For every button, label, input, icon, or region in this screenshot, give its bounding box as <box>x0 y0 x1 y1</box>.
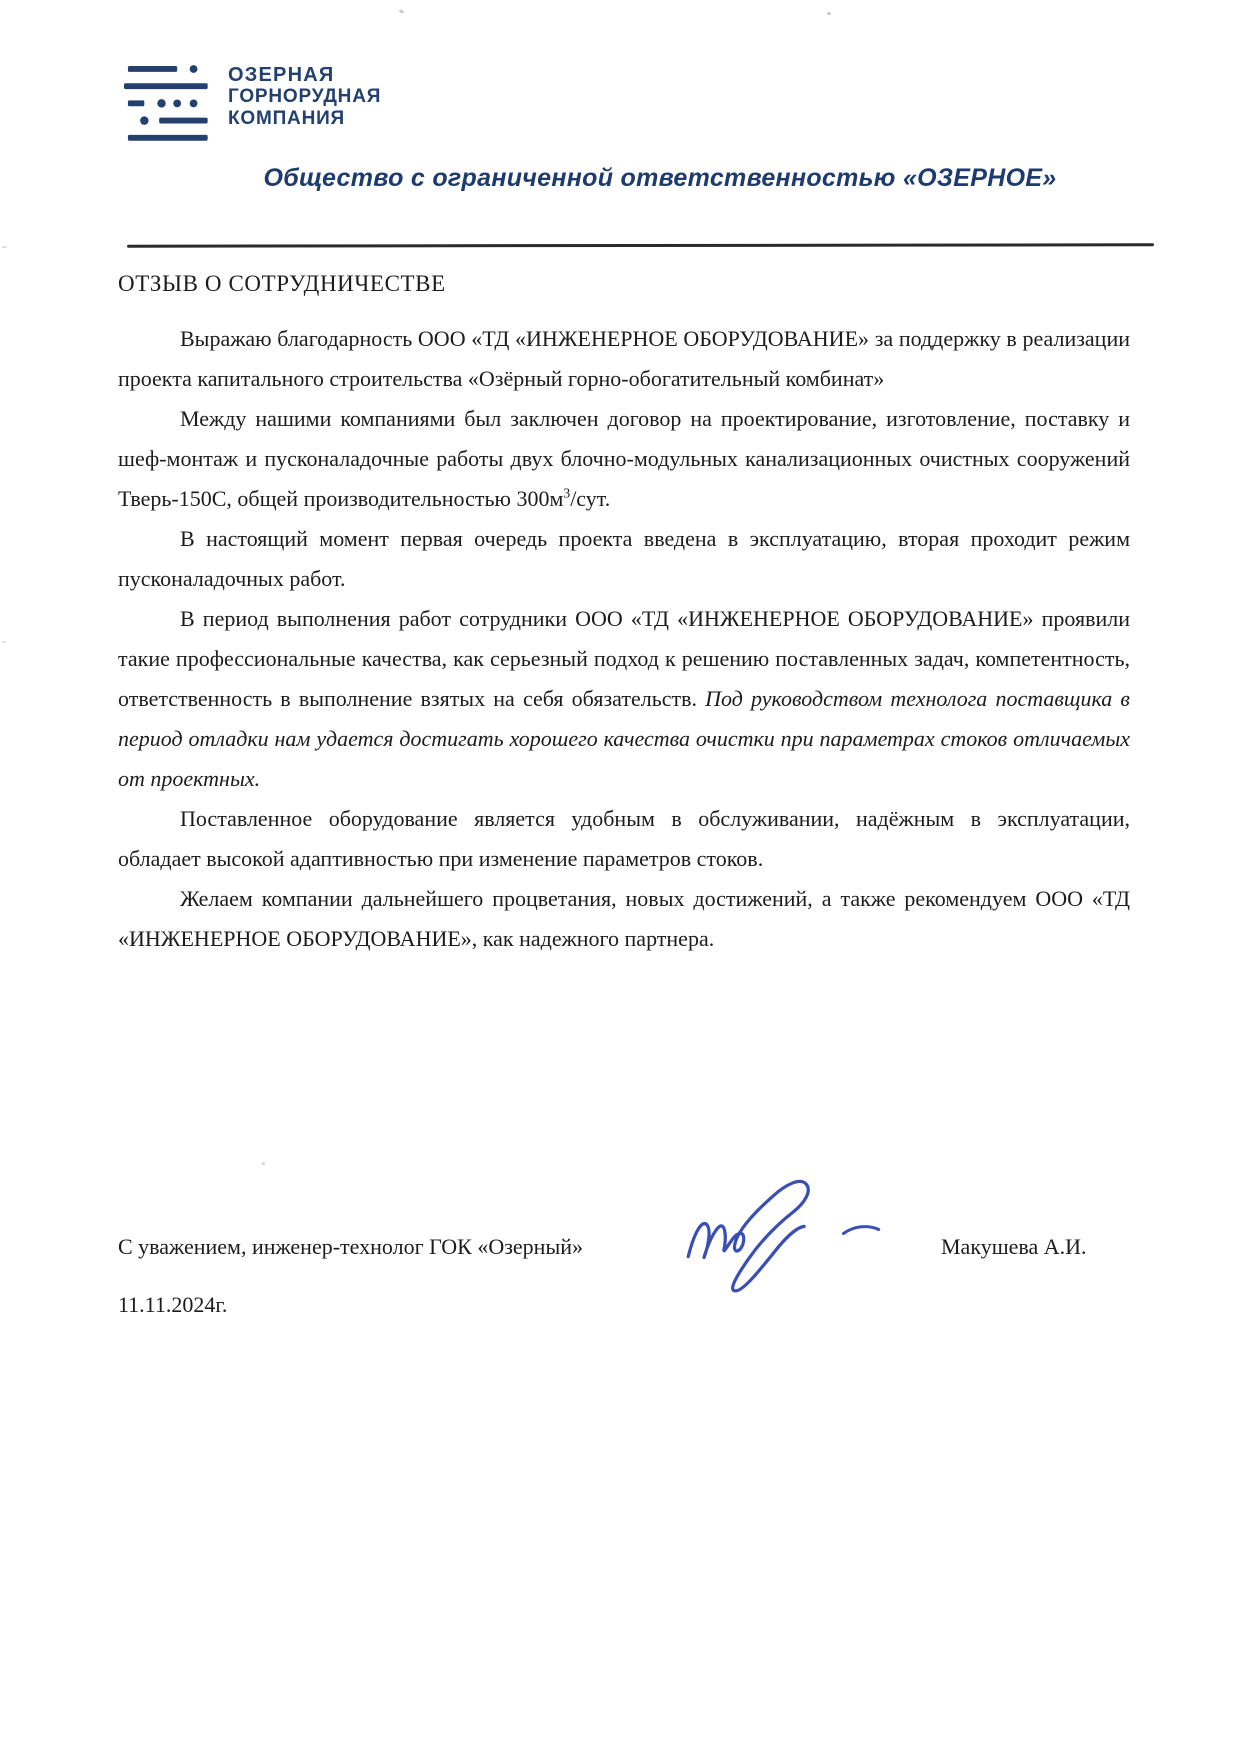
closing-line: С уважением, инженер-технолог ГОК «Озерный» <box>118 1234 584 1259</box>
document-title: ОТЗЫВ О СОТРУДНИЧЕСТВЕ <box>118 271 446 296</box>
paragraph-3-text: В настоящий момент первая очередь проекта введена в эксплуатацию, вторая проходит режим пусконаладочных работ. <box>118 526 1130 591</box>
paragraph-4-text: В период выполнения работ сотрудники ООО «ТД «ИНЖЕНЕРНОЕ ОБОРУДОВАНИЕ» проявили такие профессиональные качества, как серьезный подход к решению поставленных задач, компетентность, ответственность в выполнение взятых на себя обязательств. <box>118 606 1130 711</box>
signatory-name: Макушева А.И. <box>941 1234 1087 1259</box>
company-logo-text <box>228 64 381 130</box>
header-divider-line <box>127 243 1154 247</box>
paragraph-1 <box>118 319 1130 399</box>
paragraph-5-text: Поставленное оборудование является удобным в обслуживании, надёжным в эксплуатации, обладает высокой адаптивностью при изменение параметров стоков. <box>118 806 1130 871</box>
logo-line-1: ОЗЕРНАЯ <box>228 64 335 86</box>
letter-date: 11.11.2024г. <box>118 1292 228 1317</box>
document-body <box>118 319 1130 959</box>
scan-artifact <box>399 9 405 14</box>
paragraph-2 <box>118 399 1130 519</box>
logo-line-2: ГОРНОРУДНАЯ <box>228 86 382 107</box>
paragraph-4-italic-text: Под руководством технолога поставщика в период отладки нам удается достигать хорошего качества очистки при параметрах стоков отличаемых от проектных. <box>118 686 1130 791</box>
handwritten-signature <box>676 1176 898 1302</box>
paragraph-2-text: Между нашими компаниями был заключен договор на проектирование, изготовление, поставку и шеф-монтаж и пусконаладочные работы двух блочно-модульных канализационных очистных сооружений Тверь-150С, общей производительностью 300м <box>118 406 1130 511</box>
paragraph-6 <box>118 879 1130 959</box>
organization-title: Общество с ограниченной ответственностью «ОЗЕРНОЕ» <box>263 164 1057 192</box>
scan-artifact <box>2 641 6 643</box>
paragraph-1-text: Выражаю благодарность ООО «ТД «ИНЖЕНЕРНОЕ ОБОРУДОВАНИЕ» за поддержку в реализации проекта капитального строительства «Озёрный горно-обогатительный комбинат» <box>118 326 1130 391</box>
paragraph-4 <box>118 599 1130 799</box>
scan-artifact <box>827 12 831 15</box>
paragraph-2-tail: /сут. <box>570 486 611 511</box>
cubic-meter-superscript: 3 <box>563 485 571 501</box>
paragraph-5 <box>118 799 1130 879</box>
company-logo <box>124 62 381 142</box>
logo-mark-icon <box>124 62 210 142</box>
scan-artifact <box>262 1162 265 1165</box>
scan-artifact <box>2 246 7 248</box>
logo-line-3: КОМПАНИЯ <box>228 108 346 129</box>
paragraph-3 <box>118 519 1130 599</box>
paragraph-6-text: Желаем компании дальнейшего процветания, новых достижений, а также рекомендуем ООО «ТД «ИНЖЕНЕРНОЕ ОБОРУДОВАНИЕ», как надежного партнера. <box>118 886 1130 951</box>
